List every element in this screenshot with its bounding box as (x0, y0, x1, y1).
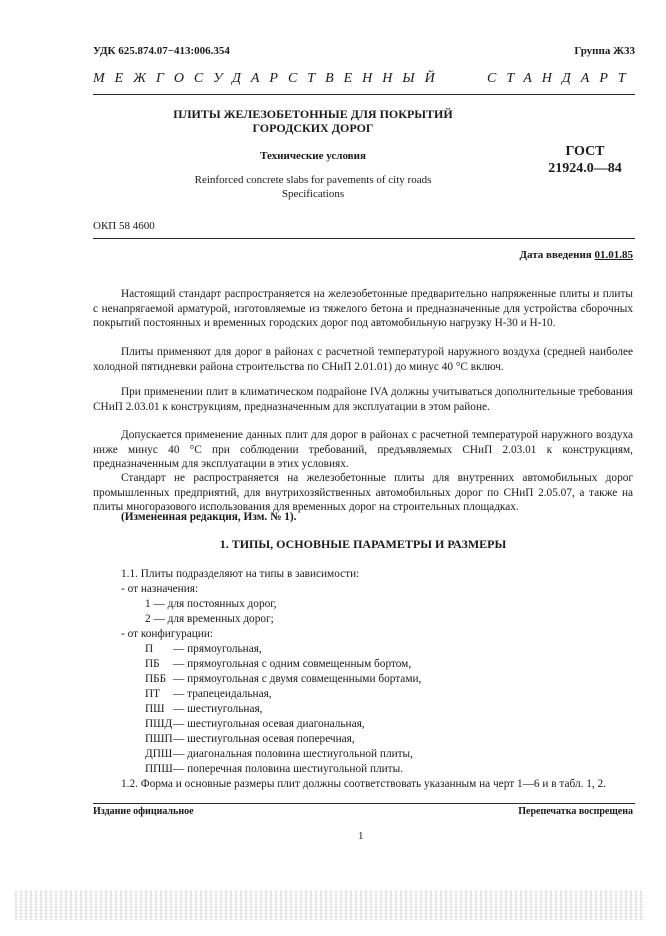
document-title (163, 107, 463, 135)
paragraph-scope: Настоящий стандарт распространяется на железобетонные предварительно напряженные плиты и плиты с ненапрягаемой арматурой, изготовляемые из тяжелого бетона и предназначенные для устройства сборочных покрытий постоянных и временных городских дорог под автомобильную нагрузку Н-30 и Н-10. (93, 288, 633, 329)
type-code: ДПШ (145, 748, 173, 760)
english-title-line-2: Specifications (281, 188, 345, 200)
standard-type-word2: СТАНДАРТ (487, 71, 636, 86)
gost-designation (540, 143, 630, 177)
title-line-1: ПЛИТЫ ЖЕЛЕЗОБЕТОННЫЕ ДЛЯ ПОКРЫТИЙ (173, 107, 453, 121)
type-code: ПТ (145, 688, 161, 700)
item-1-1: 1.1. Плиты подразделяют на типы в зависимости: (121, 568, 360, 580)
amendment-note: (Измененная редакция, Изм. № 1). (121, 511, 297, 523)
type-code: ПШ (145, 703, 165, 715)
group-code: Группа Ж33 (574, 45, 635, 57)
item-1-2: 1.2. Форма и основные размеры плит должны соответствовать указанным на черт 1—6 и в табл. 1, 2. (121, 778, 607, 790)
gost-label: ГОСТ (565, 144, 605, 159)
purpose-item: 1 — для постоянных дорог, (145, 598, 277, 610)
paragraph-climate: Плиты применяют для дорог в районах с расчетной температурой наружного воздуха (средней наиболее холодной пятидневки района строительства по СНиП 2.01.01) до минус 40 °С включ. (93, 346, 633, 373)
gost-number: 21924.0—84 (548, 161, 622, 176)
type-list-item (145, 657, 411, 672)
type-list-item (145, 762, 403, 777)
english-title (163, 173, 463, 201)
type-desc: — прямоугольная, (173, 643, 262, 655)
edition-note: Издание официальное (93, 806, 194, 817)
type-desc: — прямоугольная с двумя совмещенными бортами, (173, 673, 422, 685)
paragraph-cold: Допускается применение данных плит для дорог в районах с расчетной температурой наружного воздуха ниже минус 40 °С при соблюдении требований, предъявляемых СНиП 2.03.01 к конструкциям, предназначенным для эксплуатации в этих условиях. (93, 429, 633, 470)
type-desc: — трапецеидальная, (173, 688, 272, 700)
type-list-item (145, 732, 355, 747)
type-code: ПБ (145, 658, 160, 670)
standard-type-word1: МЕЖГОСУДАРСТВЕННЫЙ (93, 71, 445, 86)
purpose-item: 2 — для временных дорог; (145, 613, 274, 625)
type-list-item (145, 687, 272, 702)
okp-divider (93, 238, 635, 239)
config-label: - от конфигурации: (121, 628, 214, 640)
reprint-note: Перепечатка воспрещена (518, 806, 633, 817)
intro-date (519, 249, 633, 261)
intro-date-value: 01.01.85 (594, 249, 633, 261)
type-list-item (145, 672, 421, 687)
section-heading: 1. ТИПЫ, ОСНОВНЫЕ ПАРАМЕТРЫ И РАЗМЕРЫ (219, 537, 507, 551)
type-code: П (145, 643, 154, 655)
type-desc: — прямоугольная с одним совмещенным бортом, (173, 658, 412, 670)
document-subtitle: Технические условия (260, 150, 366, 162)
page-number: 1 (358, 830, 364, 842)
type-list-item (145, 717, 365, 732)
footer-divider (93, 803, 635, 804)
paragraph-exclusions: Стандарт не распространяется на железобетонные плиты для внутренних автомобильных дорог промышленных предприятий, для внутрихозяйственных автомобильных дорог по СНиП 2.05.07, а также на плиты многоразового использования для временных дорог на строительных площадках. (93, 472, 633, 513)
type-desc: — шестиугольная осевая диагональная, (173, 718, 365, 730)
type-desc: — поперечная половина шестиугольной плиты. (173, 763, 404, 775)
title-line-2: ГОРОДСКИХ ДОРОГ (252, 121, 374, 135)
paragraph-iva: При применении плит в климатическом подрайоне IVA должны учитываться дополнительные требования СНиП 2.03.01 к конструкциям, предназначенным для эксплуатации в этом районе. (93, 386, 633, 413)
type-desc: — шестиугольная, (173, 703, 263, 715)
type-desc: — диагональная половина шестиугольной плиты, (173, 748, 413, 760)
type-list-item (145, 642, 262, 657)
okp-code: ОКП 58 4600 (93, 220, 155, 232)
english-title-line-1: Reinforced concrete slabs for pavements of city roads (194, 174, 432, 186)
purpose-label: - от назначения: (121, 583, 199, 595)
type-list-item (145, 702, 262, 717)
type-code: ПШП (145, 733, 173, 745)
type-code: ПШД (145, 718, 173, 730)
type-code: ППШ (145, 763, 173, 775)
scan-noise-strip (15, 890, 645, 920)
type-desc: — шестиугольная осевая поперечная, (173, 733, 355, 745)
type-list-item (145, 747, 413, 762)
udk-code: УДК 625.874.07−413:006.354 (93, 45, 230, 57)
intro-date-label: Дата введения (519, 249, 592, 261)
header-divider (93, 94, 635, 95)
type-code: ПББ (145, 673, 167, 685)
